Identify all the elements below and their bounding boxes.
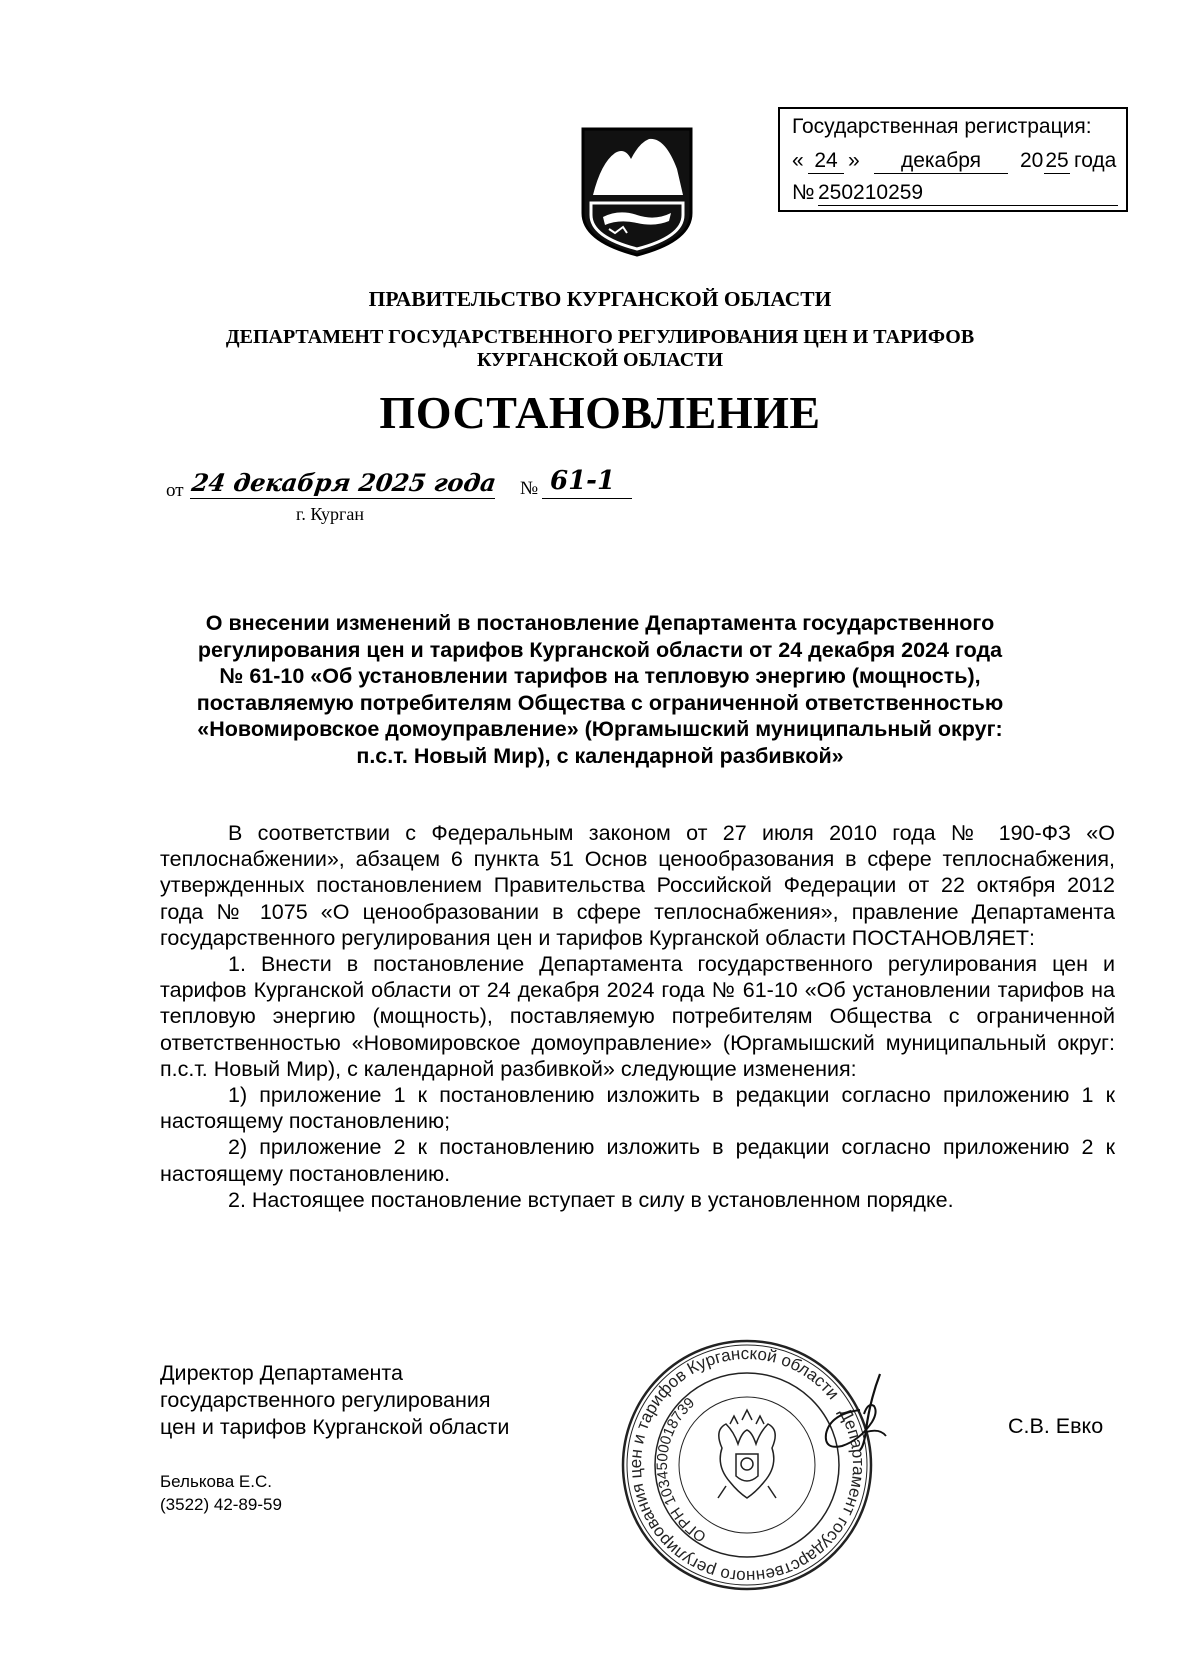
registration-number-line: № 250210259 [792, 181, 815, 205]
title-line: поставляемую потребителям Общества с ограниченной ответственностью [196, 690, 1004, 715]
registration-label: Государственная регистрация: [792, 115, 1092, 138]
department-name-line2: КУРГАНСКОЙ ОБЛАСТИ [476, 349, 724, 371]
item-1-paragraph: 1. Внести в постановление Департамента государственного регулирования цен и тарифов Курганской области от 24 декабря 2024 года № 61-10 «Об установлении тарифов на тепловую энергию (мощность), поставляемую потребителям Общества с ограниченной ответственностью «Новомировское домоуправление» (Юргамышский муниципальный округ: п.с.т. Новый Мир), с календарной разбивкой» следующие изменения: [160, 952, 1115, 1081]
handwritten-number: 61-1 [550, 466, 616, 496]
document-body [160, 820, 1115, 1213]
item-1-2-paragraph: 2) приложение 2 к постановлению изложить в редакции согласно приложению 2 к настоящему постановлению. [160, 1135, 1115, 1186]
city-label: г. Курган [296, 504, 365, 524]
executor-info [160, 1470, 282, 1516]
department-name-line1: ДЕПАРТАМЕНТ ГОСУДАРСТВЕННОГО РЕГУЛИРОВАНИЯ ЦЕН И ТАРИФОВ [225, 326, 975, 348]
registration-box [778, 107, 1128, 212]
document-type: ПОСТАНОВЛЕНИЕ [379, 387, 821, 438]
item-2-paragraph: 2. Настоящее постановление вступает в силу в установленном порядке. [228, 1187, 954, 1212]
signatory-name: С.В. Евко [1008, 1414, 1104, 1438]
title-line: регулирования цен и тарифов Курганской области от 24 декабря 2024 года [197, 637, 1003, 662]
item-1-1-paragraph: 1) приложение 1 к постановлению изложить в редакции согласно приложению 1 к настоящему постановлению; [160, 1083, 1115, 1134]
registration-year: 25 [1045, 149, 1069, 172]
number-label: № [520, 478, 539, 499]
title-line: О внесении изменений в постановление Департамента государственного [205, 611, 995, 635]
registration-day: 24 [808, 149, 844, 174]
number-underline [542, 498, 632, 499]
title-line: п.с.т. Новый Мир), с календарной разбивкой» [356, 743, 844, 768]
registration-date-line: « 24 » декабря 20 25 года [792, 149, 1117, 172]
executor-name: Белькова Е.С. [160, 1472, 272, 1491]
date-underline [190, 498, 495, 499]
seal-outer-text: Департамент государственного регулирования цен и тарифов Курганской области [625, 1343, 869, 1587]
seal-inner-text: ОГРН 1034500018739 [653, 1394, 710, 1546]
handwritten-date: 24 декабря 2025 года [189, 468, 499, 497]
document-title [140, 610, 1060, 769]
title-line: «Новомировское домоуправление» (Юргамышский муниципальный округ: [197, 717, 1003, 741]
coat-of-arms-icon [579, 125, 695, 259]
registration-month: декабря [874, 149, 1008, 174]
date-from-label: от [166, 480, 184, 501]
registration-number: 250210259 [818, 181, 1118, 206]
title-line: № 61-10 «Об установлении тарифов на тепловую энергию (мощность), [219, 664, 981, 688]
signatory-position: Директор Департамента государственного регулирования цен и тарифов Курганской области [160, 1361, 510, 1439]
handwritten-signature-icon [820, 1370, 910, 1460]
preamble-paragraph: В соответствии с Федеральным законом от 27 июля 2010 года № 190-ФЗ «О теплоснабжении», абзацем 6 пункта 51 Основ ценообразования в сфере теплоснабжения, утвержденных постановлением Правительства Российской Федерации от 22 октября 2012 года № 1075 «О ценообразовании в сфере теплоснабжения», правление Департамента государственного регулирования цен и тарифов Курганской области ПОСТАНОВЛЯЕТ: [160, 821, 1115, 950]
executor-phone: (3522) 42-89-59 [160, 1495, 282, 1514]
government-name: ПРАВИТЕЛЬСТВО КУРГАНСКОЙ ОБЛАСТИ [368, 287, 832, 311]
